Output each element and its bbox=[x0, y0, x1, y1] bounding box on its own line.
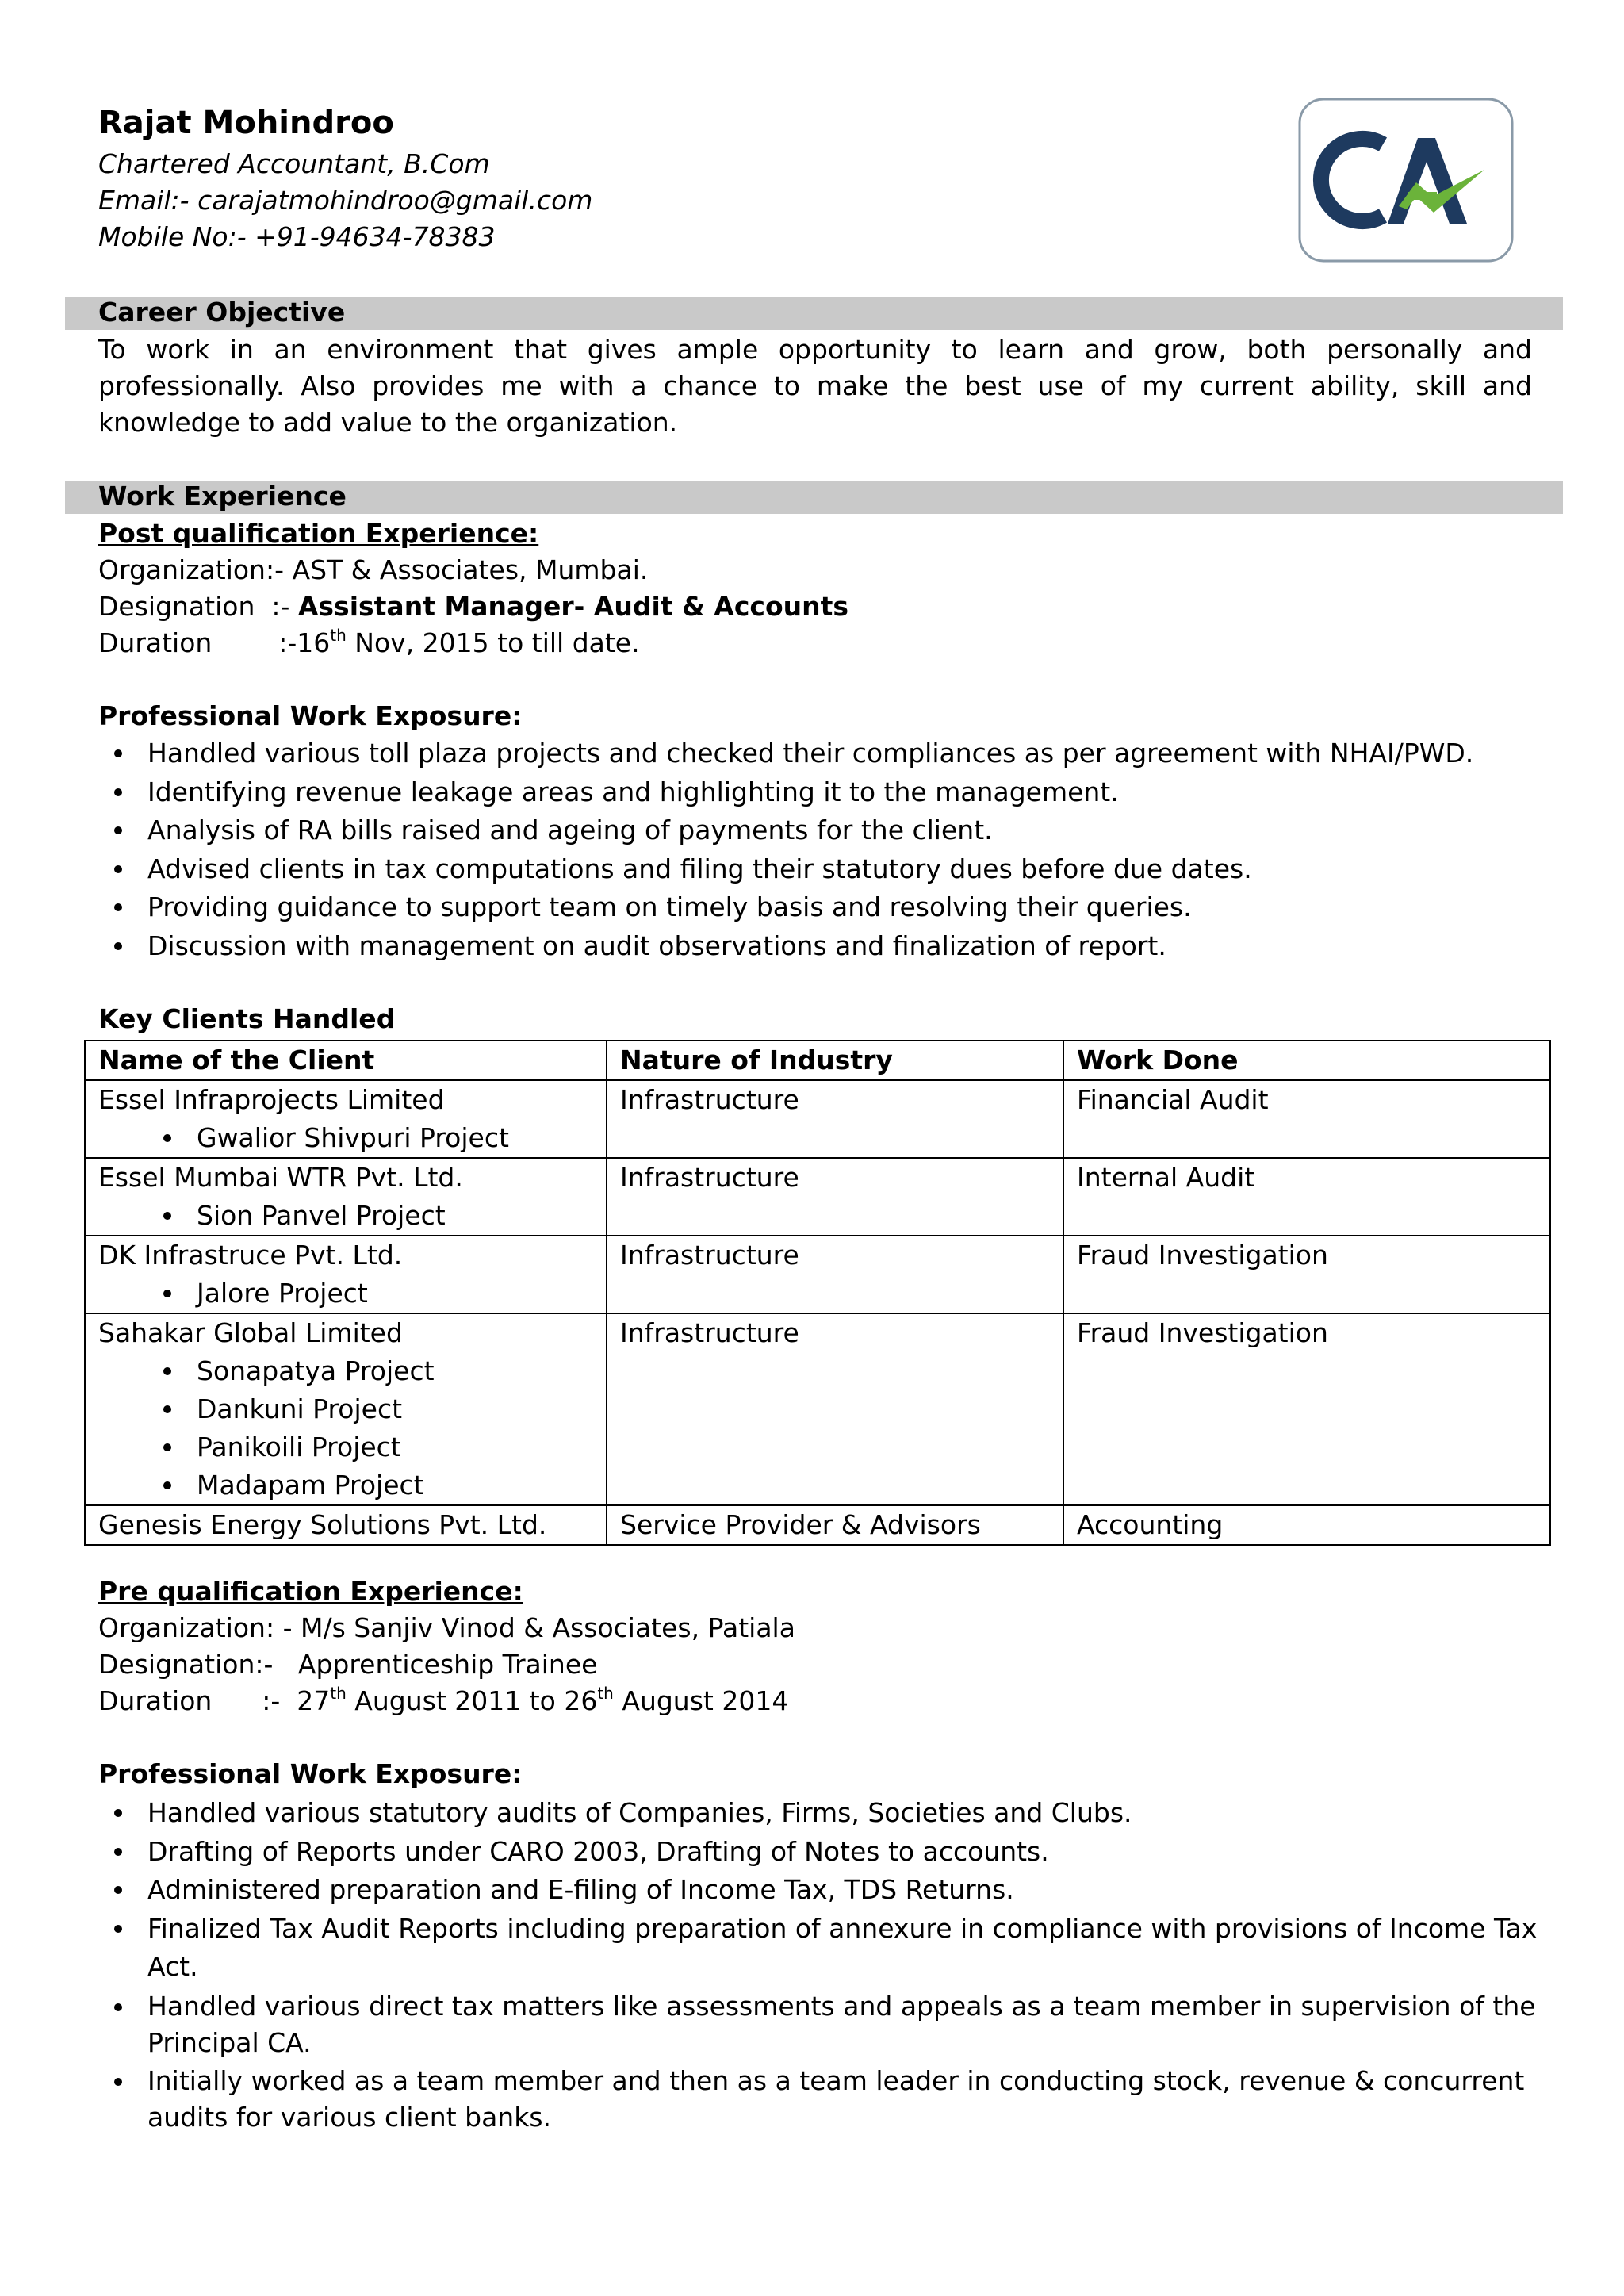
table-row bbox=[85, 1158, 1550, 1236]
project-item: Madapam Project bbox=[98, 1466, 606, 1504]
career-objective-heading: Career Objective bbox=[98, 297, 346, 328]
pre-qualification-title: Pre qualification Experience: bbox=[98, 1576, 523, 1607]
list-item: Administered preparation and E-filing of Income Tax, TDS Returns. bbox=[98, 1871, 1549, 1910]
column-header-client: Name of the Client bbox=[85, 1041, 607, 1080]
industry-cell: Service Provider & Advisors bbox=[607, 1505, 1063, 1545]
table-row bbox=[85, 1313, 1550, 1505]
column-header-industry: Nature of Industry bbox=[607, 1041, 1063, 1080]
industry-cell: Infrastructure bbox=[607, 1080, 1063, 1158]
table-row bbox=[85, 1236, 1550, 1313]
project-item: Sonapatya Project bbox=[98, 1352, 606, 1390]
work-cell: Internal Audit bbox=[1063, 1158, 1550, 1236]
client-name: DK Infrastruce Pvt. Ltd. bbox=[98, 1240, 403, 1271]
career-objective-bar bbox=[65, 297, 1563, 330]
work-experience-bar bbox=[65, 481, 1563, 514]
list-item: Initially worked as a team member and then as a team leader in conducting stock, revenue & concurrent audits for various client banks. bbox=[98, 2063, 1549, 2136]
table-header-row bbox=[85, 1041, 1550, 1080]
pre-designation-value: Apprenticeship Trainee bbox=[297, 1649, 598, 1680]
work-cell: Accounting bbox=[1063, 1505, 1550, 1545]
post-duration-label: Duration :-16 bbox=[98, 627, 331, 658]
work-cell: Financial Audit bbox=[1063, 1080, 1550, 1158]
industry-cell: Infrastructure bbox=[607, 1313, 1063, 1505]
post-designation-value: Assistant Manager- Audit & Accounts bbox=[297, 591, 849, 622]
pre-duration-label: Duration :- 27 bbox=[98, 1685, 331, 1716]
list-item: Handled various statutory audits of Companies, Firms, Societies and Clubs. bbox=[98, 1794, 1549, 1833]
work-cell: Fraud Investigation bbox=[1063, 1236, 1550, 1313]
post-exposure-title: Professional Work Exposure: bbox=[98, 700, 523, 731]
client-cell bbox=[85, 1236, 607, 1313]
key-clients-table bbox=[84, 1040, 1551, 1546]
work-cell: Fraud Investigation bbox=[1063, 1313, 1550, 1505]
list-item: Drafting of Reports under CARO 2003, Drafting of Notes to accounts. bbox=[98, 1833, 1549, 1872]
project-item: Gwalior Shivpuri Project bbox=[98, 1119, 606, 1157]
pre-duration-sup-start: th bbox=[330, 1684, 347, 1703]
list-item: Handled various direct tax matters like assessments and appeals as a team member in supervision of the Principal CA. bbox=[98, 1988, 1549, 2061]
post-duration-rest: Nov, 2015 to till date. bbox=[346, 627, 640, 658]
career-objective-text: To work in an environment that gives ample opportunity to learn and grow, both personally and professionally. Also provides me with a chance to make the best use of my current ability, skill and knowledge to add value to the organization. bbox=[98, 334, 1532, 438]
table-row bbox=[85, 1080, 1550, 1158]
post-designation-line bbox=[98, 588, 848, 625]
pre-designation-label: Designation:- bbox=[98, 1649, 298, 1680]
pre-duration-line bbox=[98, 1683, 788, 1719]
project-item: Jalore Project bbox=[98, 1274, 606, 1313]
qualification: Chartered Accountant, B.Com bbox=[98, 148, 490, 179]
client-name: Essel Infraprojects Limited bbox=[98, 1084, 445, 1115]
pre-organization-value: M/s Sanjiv Vinod & Associates, Patiala bbox=[300, 1612, 795, 1643]
list-item: Identifying revenue leakage areas and highlighting it to the management. bbox=[98, 773, 1549, 812]
client-cell bbox=[85, 1080, 607, 1158]
client-name: Genesis Energy Solutions Pvt. Ltd. bbox=[98, 1509, 547, 1540]
candidate-name: Rajat Mohindroo bbox=[98, 105, 394, 141]
client-cell bbox=[85, 1505, 607, 1545]
project-item: Panikoili Project bbox=[98, 1428, 606, 1466]
email-line: Email:- carajatmohindroo@gmail.com bbox=[98, 185, 593, 216]
project-item: Dankuni Project bbox=[98, 1390, 606, 1428]
post-organization-label: Organization:- bbox=[98, 554, 293, 585]
list-item: Analysis of RA bills raised and ageing of payments for the client. bbox=[98, 811, 1549, 850]
column-header-work: Work Done bbox=[1063, 1041, 1550, 1080]
pre-duration-sup-end: th bbox=[597, 1684, 614, 1703]
industry-cell: Infrastructure bbox=[607, 1158, 1063, 1236]
pre-designation-line bbox=[98, 1646, 597, 1683]
list-item: Discussion with management on audit observations and finalization of report. bbox=[98, 927, 1549, 966]
post-exposure-list bbox=[98, 734, 1549, 965]
post-organization-line bbox=[98, 552, 648, 588]
pre-duration-rest: August 2014 bbox=[613, 1685, 789, 1716]
ca-logo bbox=[1297, 97, 1515, 263]
pre-organization-label: Organization: - bbox=[98, 1612, 301, 1643]
client-name: Essel Mumbai WTR Pvt. Ltd. bbox=[98, 1162, 463, 1193]
post-qualification-title: Post qualification Experience: bbox=[98, 518, 539, 549]
pre-organization-line bbox=[98, 1610, 795, 1646]
mobile-line: Mobile No:- +91-94634-78383 bbox=[98, 221, 496, 252]
list-item: Handled various toll plaza projects and checked their compliances as per agreement with NHAI/PWD. bbox=[98, 734, 1549, 773]
list-item: Advised clients in tax computations and filing their statutory dues before due dates. bbox=[98, 850, 1549, 889]
industry-cell: Infrastructure bbox=[607, 1236, 1063, 1313]
list-item: Finalized Tax Audit Reports including preparation of annexure in compliance with provisions of Income Tax Act. bbox=[98, 1910, 1549, 1987]
work-experience-heading: Work Experience bbox=[98, 481, 347, 512]
post-designation-label: Designation :- bbox=[98, 591, 298, 622]
client-cell bbox=[85, 1158, 607, 1236]
client-cell bbox=[85, 1313, 607, 1505]
pre-exposure-title: Professional Work Exposure: bbox=[98, 1758, 523, 1789]
table-row bbox=[85, 1505, 1550, 1545]
pre-exposure-list bbox=[98, 1794, 1549, 2136]
pre-duration-mid: August 2011 to 26 bbox=[346, 1685, 598, 1716]
key-clients-title: Key Clients Handled bbox=[98, 1003, 396, 1034]
list-item: Providing guidance to support team on timely basis and resolving their queries. bbox=[98, 888, 1549, 927]
post-duration-sup: th bbox=[330, 626, 347, 645]
client-name: Sahakar Global Limited bbox=[98, 1317, 403, 1348]
post-organization-value: AST & Associates, Mumbai. bbox=[292, 554, 649, 585]
post-duration-line bbox=[98, 625, 640, 661]
project-item: Sion Panvel Project bbox=[98, 1197, 606, 1235]
